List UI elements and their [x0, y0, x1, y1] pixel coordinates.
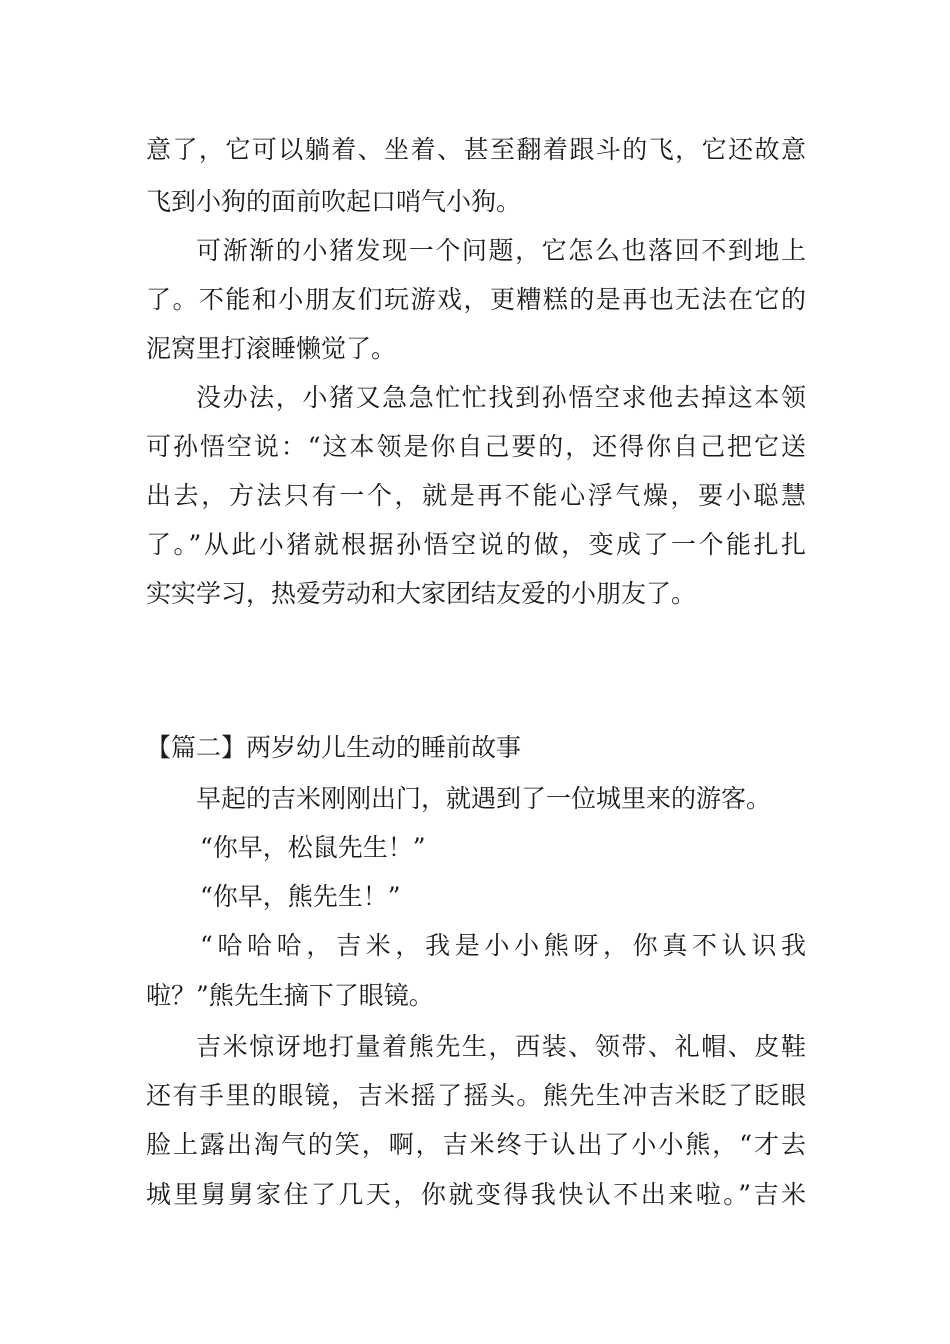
paragraph-line: 早起的吉米刚刚出门，就遇到了一位城里来的游客。: [196, 784, 772, 813]
paragraph-line: 了。”从此小猪就根据孙悟空说的做，变成了一个能扎扎: [146, 530, 806, 559]
paragraph-line: 意了，它可以躺着、坐着、甚至翻着跟斗的飞，它还故意: [146, 135, 806, 164]
paragraph-line: 飞到小狗的面前吹起口哨气小狗。: [146, 187, 522, 216]
paragraph-line: “哈哈哈，吉米，我是小小熊呀，你真不认识我: [200, 931, 806, 960]
paragraph-line: 还有手里的眼镜，吉米摇了摇头。熊先生冲吉米眨了眨眼: [146, 1081, 806, 1110]
paragraph-line: “你早，松鼠先生！”: [200, 833, 426, 862]
paragraph-line: 泥窝里打滚睡懒觉了。: [146, 334, 397, 363]
paragraph-line: 啦？”熊先生摘下了眼镜。: [146, 981, 434, 1010]
paragraph-line: 了。不能和小朋友们玩游戏，更糟糕的是再也无法在它的: [146, 285, 806, 314]
paragraph-line: 吉米惊讶地打量着熊先生，西装、领带、礼帽、皮鞋: [196, 1032, 806, 1061]
paragraph-line: 没办法，小猪又急急忙忙找到孙悟空求他去掉这本领: [196, 383, 806, 412]
paragraph-line: 脸上露出淘气的笑，啊，吉米终于认出了小小熊，“才去: [146, 1130, 806, 1159]
paragraph-line: “你早，熊先生！”: [200, 882, 401, 911]
paragraph-line: 实实学习，热爱劳动和大家团结友爱的小朋友了。: [146, 579, 697, 608]
paragraph-line: 出去，方法只有一个，就是再不能心浮气燥，要小聪慧: [146, 481, 806, 510]
paragraph-line: 可渐渐的小猪发现一个问题，它怎么也落回不到地上: [196, 236, 806, 265]
paragraph-line: 城里舅舅家住了几天，你就变得我快认不出来啦。”吉米: [146, 1180, 806, 1209]
paragraph-line: 可孙悟空说：“这本领是你自己要的，还得你自己把它送: [146, 432, 806, 461]
section-heading: 【篇二】两岁幼儿生动的睡前故事: [146, 733, 522, 762]
